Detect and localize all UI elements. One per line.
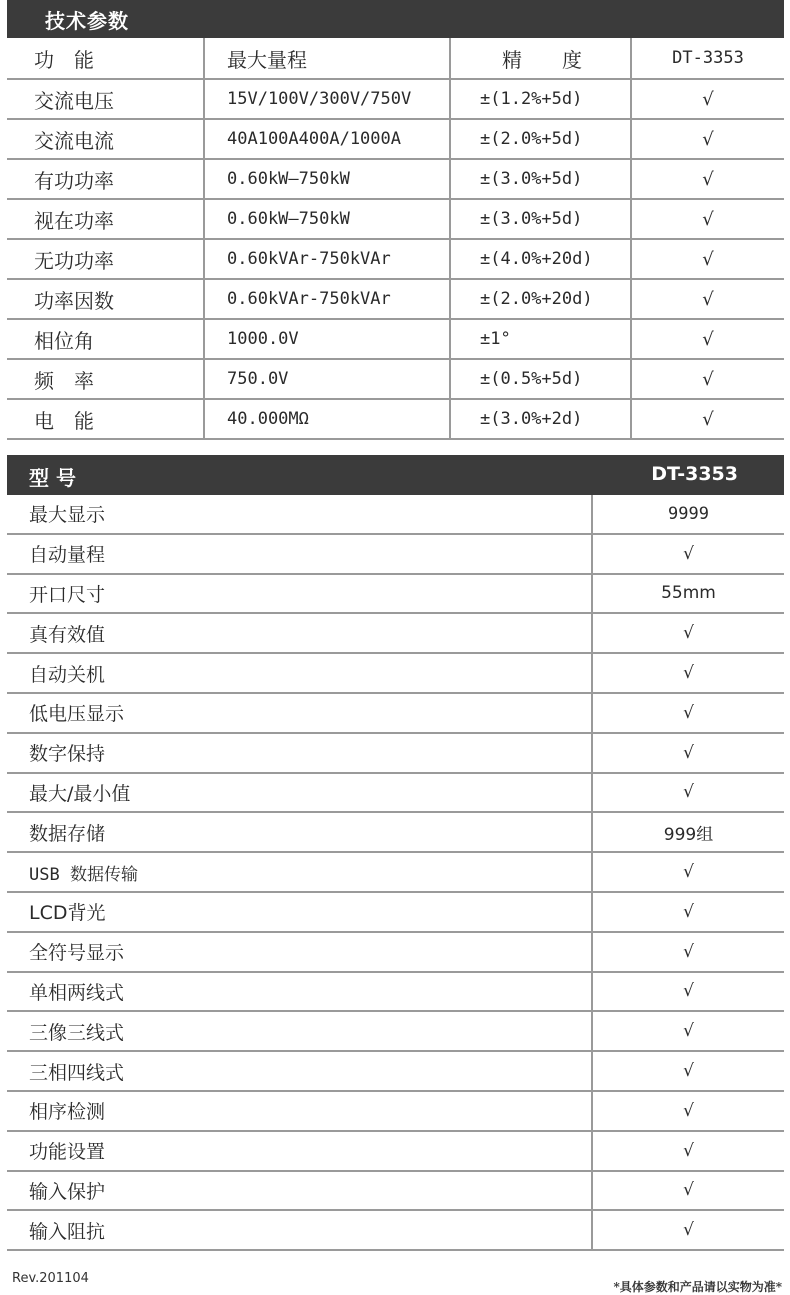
range-cell: 0.60kVAr-750kVAr [227,249,391,269]
table-row [7,575,784,615]
range-cell: 40.000MΩ [227,409,309,429]
check-mark: √ [683,941,694,962]
feature-label: 单相两线式 [29,981,125,1004]
table-row [7,1092,784,1132]
check-mark: √ [702,288,714,310]
accuracy-cell: ±(2.0%+20d) [480,289,593,309]
table-row [7,160,784,200]
table-row [7,1172,784,1212]
column-divider [591,495,593,1251]
check-mark: √ [683,901,694,922]
table-row [7,734,784,774]
check-mark: √ [683,1180,694,1201]
disclaimer-note: *具体参数和产品请以实物为准* [613,1280,782,1294]
table-row [7,400,784,440]
check-mark: √ [702,408,714,430]
table-row [7,80,784,120]
accuracy-cell: ±(3.0%+5d) [480,169,583,189]
check-mark: √ [683,663,694,684]
table-row [7,1012,784,1052]
table-row [7,360,784,400]
function-cell: 交流电压 [34,88,114,113]
table-row [7,1132,784,1172]
feature-label: 最大显示 [29,504,106,527]
table-row [7,280,784,320]
range-cell: 0.60kW—750kW [227,209,350,229]
check-mark: √ [683,1140,694,1161]
check-mark: √ [683,1100,694,1121]
table-row [7,1052,784,1092]
accuracy-cell: ±(1.2%+5d) [480,89,583,109]
feature-value: 55mm [661,583,716,604]
check-mark: √ [683,543,694,564]
feature-label: 全符号显示 [29,942,125,965]
table-row [7,813,784,853]
column-divider [449,38,451,438]
feature-label: 三像三线式 [29,1021,125,1044]
accuracy-cell: ±(3.0%+5d) [480,209,583,229]
model-name: DT-3353 [651,463,738,485]
feature-value: 999组 [663,824,714,845]
feature-value: 9999 [668,503,709,524]
check-mark: √ [683,623,694,644]
feature-label: 数据存储 [29,822,106,845]
function-cell: 功率因数 [34,288,114,313]
feature-label: 相序检测 [29,1101,106,1124]
model-section-header [7,455,784,495]
range-cell: 0.60kW—750kW [227,169,350,189]
spec-section-title: 技术参数 [45,9,129,33]
feature-label: USB 数据传输 [29,864,138,885]
check-mark: √ [702,168,714,190]
check-mark: √ [702,208,714,230]
column-divider [203,38,205,438]
check-mark: √ [683,981,694,1002]
header-function: 功 能 [34,47,94,72]
spec-section-header [7,0,784,38]
feature-label: 自动关机 [29,663,106,686]
table-row [7,893,784,933]
header-accuracy: 精 度 [502,47,582,72]
feature-label: 三相四线式 [29,1061,125,1084]
feature-label: 输入阻抗 [29,1220,106,1243]
feature-table [7,495,784,1251]
check-mark: √ [683,702,694,723]
feature-label: 最大/最小值 [29,782,131,805]
table-row [7,200,784,240]
feature-label: 自动量程 [29,544,106,567]
function-cell: 频 率 [34,368,94,393]
table-row [7,240,784,280]
table-row [7,654,784,694]
table-row [7,933,784,973]
spec-table-header-row [7,38,784,80]
accuracy-cell: ±(3.0%+2d) [480,409,583,429]
table-row [7,535,784,575]
table-row [7,614,784,654]
function-cell: 相位角 [34,328,94,353]
table-row [7,320,784,360]
header-max-range: 最大量程 [227,47,307,72]
revision-label: Rev.201104 [12,1271,89,1286]
function-cell: 电 能 [34,408,94,433]
function-cell: 有功功率 [34,168,114,193]
feature-label: 输入保护 [29,1180,106,1203]
table-row [7,973,784,1013]
table-row [7,774,784,814]
accuracy-cell: ±(2.0%+5d) [480,129,583,149]
range-cell: 0.60kVAr-750kVAr [227,289,391,309]
check-mark: √ [702,128,714,150]
feature-label: 低电压显示 [29,703,125,726]
function-cell: 交流电流 [34,128,114,153]
range-cell: 15V/100V/300V/750V [227,89,412,109]
check-mark: √ [702,328,714,350]
feature-label: LCD背光 [29,902,106,925]
model-section-title: 型 号 [29,466,76,490]
accuracy-cell: ±(0.5%+5d) [480,369,583,389]
table-row [7,120,784,160]
column-divider [630,38,632,438]
check-mark: √ [702,88,714,110]
function-cell: 无功功率 [34,248,114,273]
range-cell: 1000.0V [227,329,299,349]
table-row [7,853,784,893]
feature-label: 数字保持 [29,743,106,766]
check-mark: √ [683,1220,694,1241]
check-mark: √ [683,1061,694,1082]
table-row [7,1211,784,1251]
feature-label: 真有效值 [29,623,106,646]
spec-table [7,38,784,440]
table-row [7,694,784,734]
feature-label: 开口尺寸 [29,583,106,606]
check-mark: √ [683,1021,694,1042]
table-row [7,495,784,535]
check-mark: √ [683,782,694,803]
check-mark: √ [683,742,694,763]
check-mark: √ [702,368,714,390]
feature-label: 功能设置 [29,1141,106,1164]
header-model: DT-3353 [672,48,744,68]
range-cell: 750.0V [227,369,289,389]
accuracy-cell: ±1° [480,329,511,349]
range-cell: 40A100A400A/1000A [227,129,401,149]
check-mark: √ [702,248,714,270]
function-cell: 视在功率 [34,208,114,233]
accuracy-cell: ±(4.0%+20d) [480,249,593,269]
check-mark: √ [683,862,694,883]
